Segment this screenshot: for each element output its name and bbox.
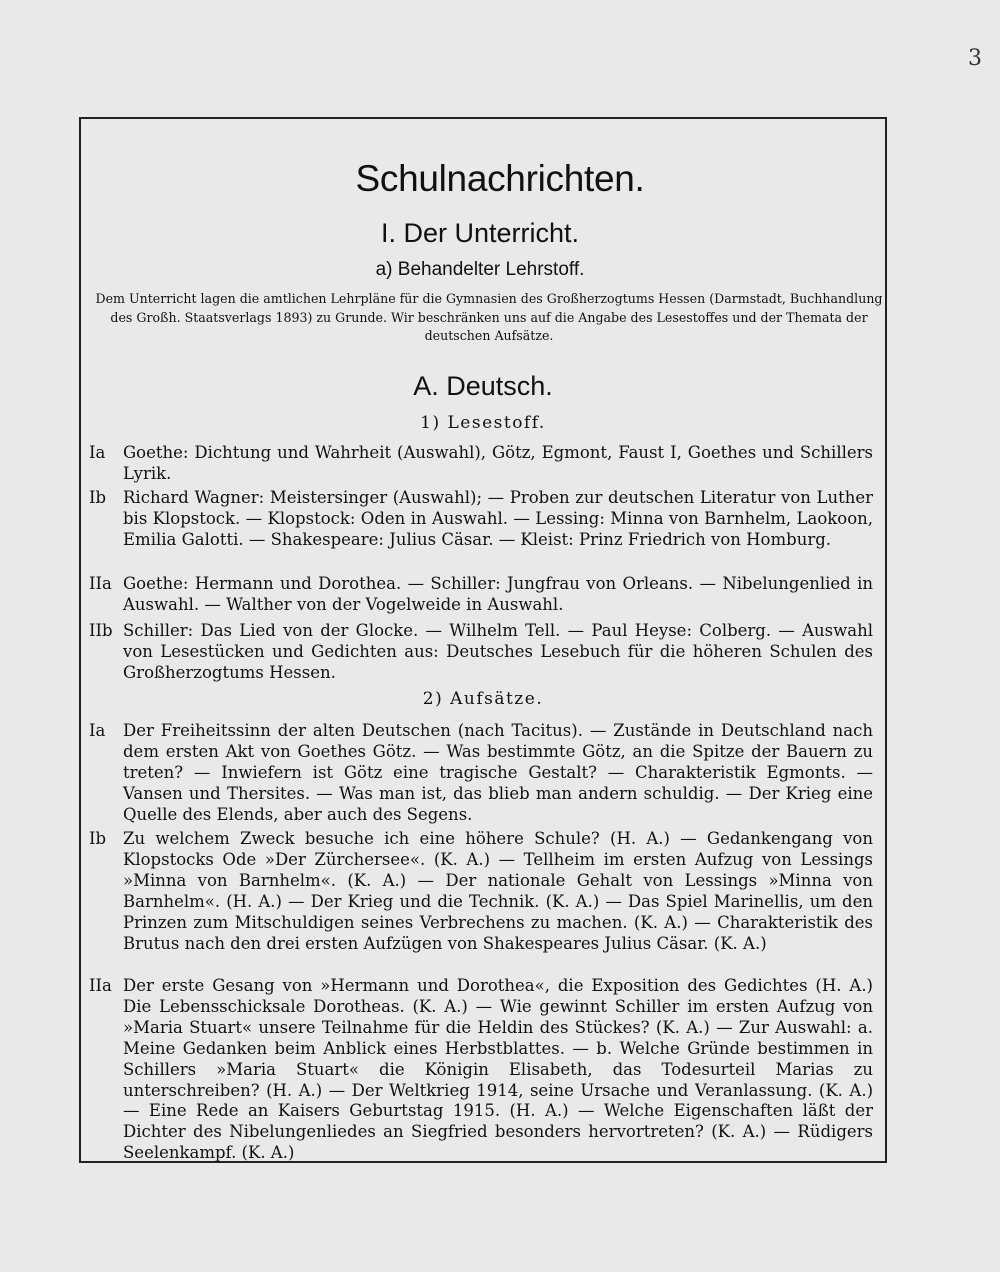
entry-text: Richard Wagner: Meistersinger (Auswahl); — Proben zur deutschen Literatur von Luther bis Klopstock. — Klopstock: Oden in Auswahl. — Lessing: Minna von Barnhelm, Laokoon, Emilia Galotti. — Shakespeare: Julius Cäsar. — Kleist: Prinz Friedrich von Homburg. [123,488,873,549]
page-title: Schulnachrichten. [355,158,645,199]
class-label: Ia [89,721,106,740]
class-label: Ib [89,829,107,848]
subject-heading: A. Deutsch. [413,371,553,401]
list-item [89,829,879,954]
list-item [89,443,879,485]
list-heading-aufsaetze: 2) Aufsätze. [422,689,544,709]
entry-text: Goethe: Dichtung und Wahrheit (Auswahl), Götz, Egmont, Faust I, Goethes und Schillers Lyrik. [123,443,873,483]
list-item [89,976,879,1164]
entry-text: Der erste Gesang von »Hermann und Dorothea«, die Exposition des Gedichtes (H. A.) Die Lebensschicksale Dorotheas. (K. A.) — Wie gewinnt Schiller im ersten Aufzug von »Maria Stuart« unsere Teilnahme für die Heldin des Stückes? (K. A.) — Zur Auswahl: a. Meine Gedanken beim Anblick eines Herbstblattes. — b. Welche Gründe bestimmen in Schillers »Maria Stuart« die Königin Elisabeth, das Todesurteil Marias zu unterschreiben? (H. A.) — Der Weltkrieg 1914, seine Ursache und Veranlassung. (K. A.) — Eine Rede an Kaisers Geburtstag 1915. (H. A.) — Welche Eigenschaften läßt der Dichter des Nibelungenliedes an Siegfried besonders hervortreten? (K. A.) — Rüdigers Seelenkampf. (K. A.) [123,976,873,1163]
intro-paragraph: Dem Unterricht lagen die amtlichen Lehrpläne für die Gymnasien des Großherzogtums Hessen (Darmstadt, Buchhandlung des Großh. Staatsverlags 1893) zu Grunde. Wir beschränken uns auf die Angabe des Lesestoffes und der Themata der deutschen Aufsätze. [95,291,883,343]
list-item [89,721,879,826]
class-label: IIb [89,621,113,640]
list-item [89,621,879,684]
entry-text: Schiller: Das Lied von der Glocke. — Wilhelm Tell. — Paul Heyse: Colberg. — Auswahl von Lesestücken und Gedichten aus: Deutsches Lesebuch für die höheren Schulen des Großherzogtums Hessen. [123,621,873,682]
entry-text: Der Freiheitssinn der alten Deutschen (nach Tacitus). — Zustände in Deutschland nach dem ersten Akt von Goethes Götz. — Was bestimmte Götz, an die Spitze der Bauern zu treten? — Inwiefern ist Götz eine tragische Gestalt? — Charakteristik Egmonts. — Vansen und Thersites. — Was man ist, das blieb man andern schuldig. — Der Krieg eine Quelle des Elends, aber auch des Segens. [123,721,873,824]
list-item [89,574,879,616]
list-heading-lesestoff: 1) Lesestoff. [420,413,546,433]
class-label: Ib [89,488,107,507]
page-number: 3 [968,46,982,71]
section-heading: I. Der Unterricht. [380,218,580,248]
entry-text: Zu welchem Zweck besuche ich eine höhere Schule? (H. A.) — Gedankengang von Klopstocks Ode »Der Zürchersee«. (K. A.) — Tellheim im ersten Aufzug von Lessings »Minna von Barnhelm«. (K. A.) — Der nationale Gehalt von Lessings »Minna von Barnhelm«. (H. A.) — Der Krieg und die Technik. (K. A.) — Das Spiel Marinellis, um den Prinzen zum Mitschuldigen seines Verbrechens zu machen. (K. A.) — Charakteristik des Brutus nach den drei ersten Aufzügen von Shakespeares Julius Cäsar. (K. A.) [123,829,873,953]
entry-text: Goethe: Hermann und Dorothea. — Schiller: Jungfrau von Orleans. — Nibelungenlied in Auswahl. — Walther von der Vogelweide in Auswahl. [123,574,873,614]
class-label: IIa [89,976,112,995]
list-item [89,488,879,551]
class-label: IIa [89,574,112,593]
class-label: Ia [89,443,106,462]
subsection-heading: a) Behandelter Lehrstoff. [375,259,585,280]
